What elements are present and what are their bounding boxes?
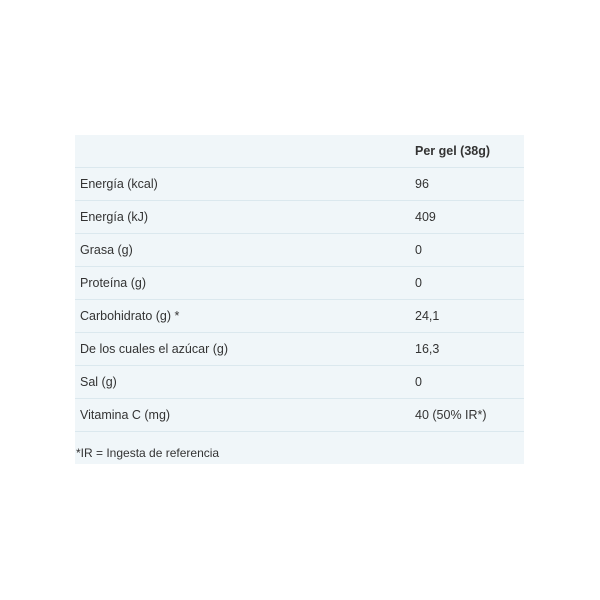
nutrient-label: Energía (kcal) — [75, 168, 410, 201]
nutrient-value: 0 — [410, 267, 524, 300]
table-row — [75, 201, 524, 234]
table-row — [75, 366, 524, 399]
table-row — [75, 168, 524, 201]
table-row — [75, 234, 524, 267]
nutrient-label: De los cuales el azúcar (g) — [75, 333, 410, 366]
nutrient-label: Carbohidrato (g) * — [75, 300, 410, 333]
nutrient-label: Vitamina C (mg) — [75, 399, 410, 432]
table-header-row — [75, 135, 524, 168]
nutrient-value: 0 — [410, 234, 524, 267]
value-column-header: Per gel (38g) — [410, 135, 524, 168]
nutrient-value: 0 — [410, 366, 524, 399]
table-row — [75, 267, 524, 300]
table-row — [75, 333, 524, 366]
nutrient-label: Sal (g) — [75, 366, 410, 399]
nutrient-value: 40 (50% IR*) — [410, 399, 524, 432]
nutrient-value: 24,1 — [410, 300, 524, 333]
table-row — [75, 300, 524, 333]
nutrition-table — [75, 135, 524, 432]
nutrient-value: 409 — [410, 201, 524, 234]
nutrient-value: 96 — [410, 168, 524, 201]
nutrient-value: 16,3 — [410, 333, 524, 366]
footnote: *IR = Ingesta de referencia — [76, 446, 220, 460]
nutrient-label: Grasa (g) — [75, 234, 410, 267]
table-row — [75, 399, 524, 432]
nutrient-column-header — [75, 135, 410, 168]
nutrient-label: Energía (kJ) — [75, 201, 410, 234]
nutrient-label: Proteína (g) — [75, 267, 410, 300]
